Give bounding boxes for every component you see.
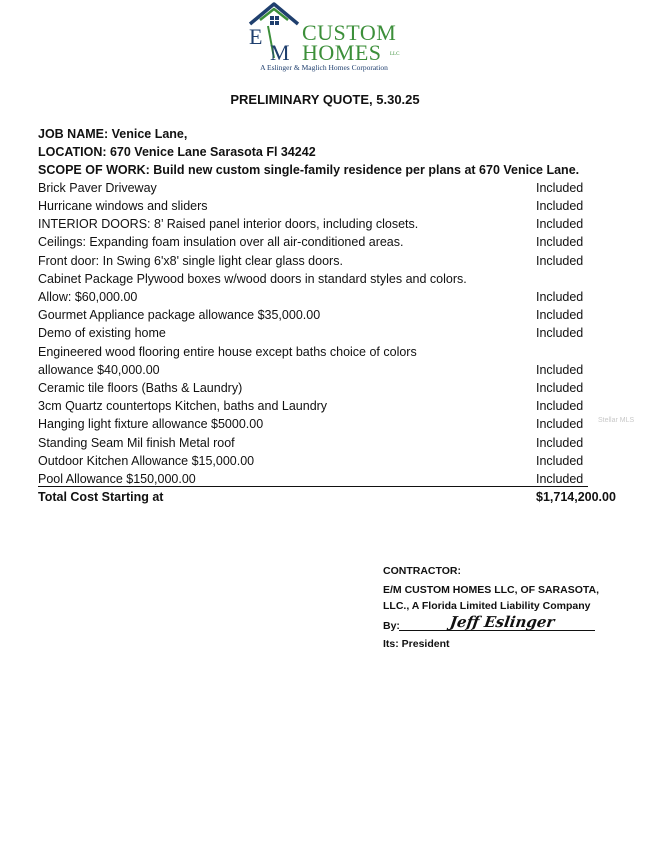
line-item-status: Included [536,290,584,304]
line-item-text: Demo of existing home [38,326,166,340]
job-location: LOCATION: 670 Venice Lane Sarasota Fl 34242 [38,145,316,159]
line-item-status: Included [536,254,584,268]
line-item-text: Ceramic tile floors (Baths & Laundry) [38,381,243,395]
line-item-status: Included [536,381,584,395]
line-item-text: Brick Paver Driveway [38,181,157,195]
line-item-status: Included [536,308,584,322]
line-item-text: Gourmet Appliance package allowance $35,000.00 [38,308,321,322]
total-label: Total Cost Starting at [38,490,164,504]
line-item-text: 3cm Quartz countertops Kitchen, baths and Laundry [38,399,328,413]
line-item-text: Standing Seam Mil finish Metal roof [38,436,235,450]
company-name-line1: E/M CUSTOM HOMES LLC, OF SARASOTA, [383,584,600,596]
job-name: JOB NAME: Venice Lane, [38,127,188,141]
line-item-status: Included [536,472,584,486]
line-item-status: Included [536,399,584,413]
line-item-status: Included [536,363,584,377]
total-value: $1,714,200.00 [536,490,616,504]
logo-custom-text: CUSTOM [302,20,397,45]
line-item-text: Engineered wood flooring entire house except baths choice of colors [38,345,417,359]
line-item-text: Hanging light fixture allowance $5000.00 [38,417,264,431]
line-item-text: Allow: $60,000.00 [38,290,138,304]
line-item-status: Included [536,326,584,340]
line-item-status: Included [536,436,584,450]
line-item-text: Ceilings: Expanding foam insulation over all air-conditioned areas. [38,235,404,249]
handwritten-signature: Jeff Eslinger [448,613,556,631]
by-label: By: [383,620,400,632]
line-item-status: Included [536,217,584,231]
contractor-label: CONTRACTOR: [383,565,461,577]
house-roof-icon [246,2,306,64]
logo-llc-text: LLC [390,52,400,57]
line-item-text: Outdoor Kitchen Allowance $15,000.00 [38,454,255,468]
line-item-status: Included [536,181,584,195]
line-item-text: Hurricane windows and sliders [38,199,208,213]
svg-text:M: M [270,40,290,64]
line-item-status: Included [536,454,584,468]
svg-text:E: E [249,24,263,49]
document-title: PRELIMINARY QUOTE, 5.30.25 [230,92,420,107]
total-divider [38,486,588,487]
logo-tagline: A Eslinger & Maglich Homes Corporation [260,63,388,72]
company-name-line2: LLC., A Florida Limited Liability Company [383,600,591,612]
logo-homes-text: HOMES [302,40,382,65]
line-item-status: Included [536,199,584,213]
line-item-status: Included [536,417,584,431]
line-item-text: Front door: In Swing 6'x8' single light clear glass doors. [38,254,343,268]
line-item-text: Cabinet Package Plywood boxes w/wood doors in standard styles and colors. [38,272,467,286]
company-logo [246,2,416,74]
watermark: Stellar MLS [598,417,635,424]
line-item-status: Included [536,235,584,249]
signer-title: Its: President [383,638,450,650]
line-item-text: allowance $40,000.00 [38,363,160,377]
line-item-text: Pool Allowance $150,000.00 [38,472,196,486]
scope-of-work: SCOPE OF WORK: Build new custom single-family residence per plans at 670 Venice Lane. [38,163,580,177]
line-item-text: INTERIOR DOORS: 8’ Raised panel interior doors, including closets. [38,217,419,231]
